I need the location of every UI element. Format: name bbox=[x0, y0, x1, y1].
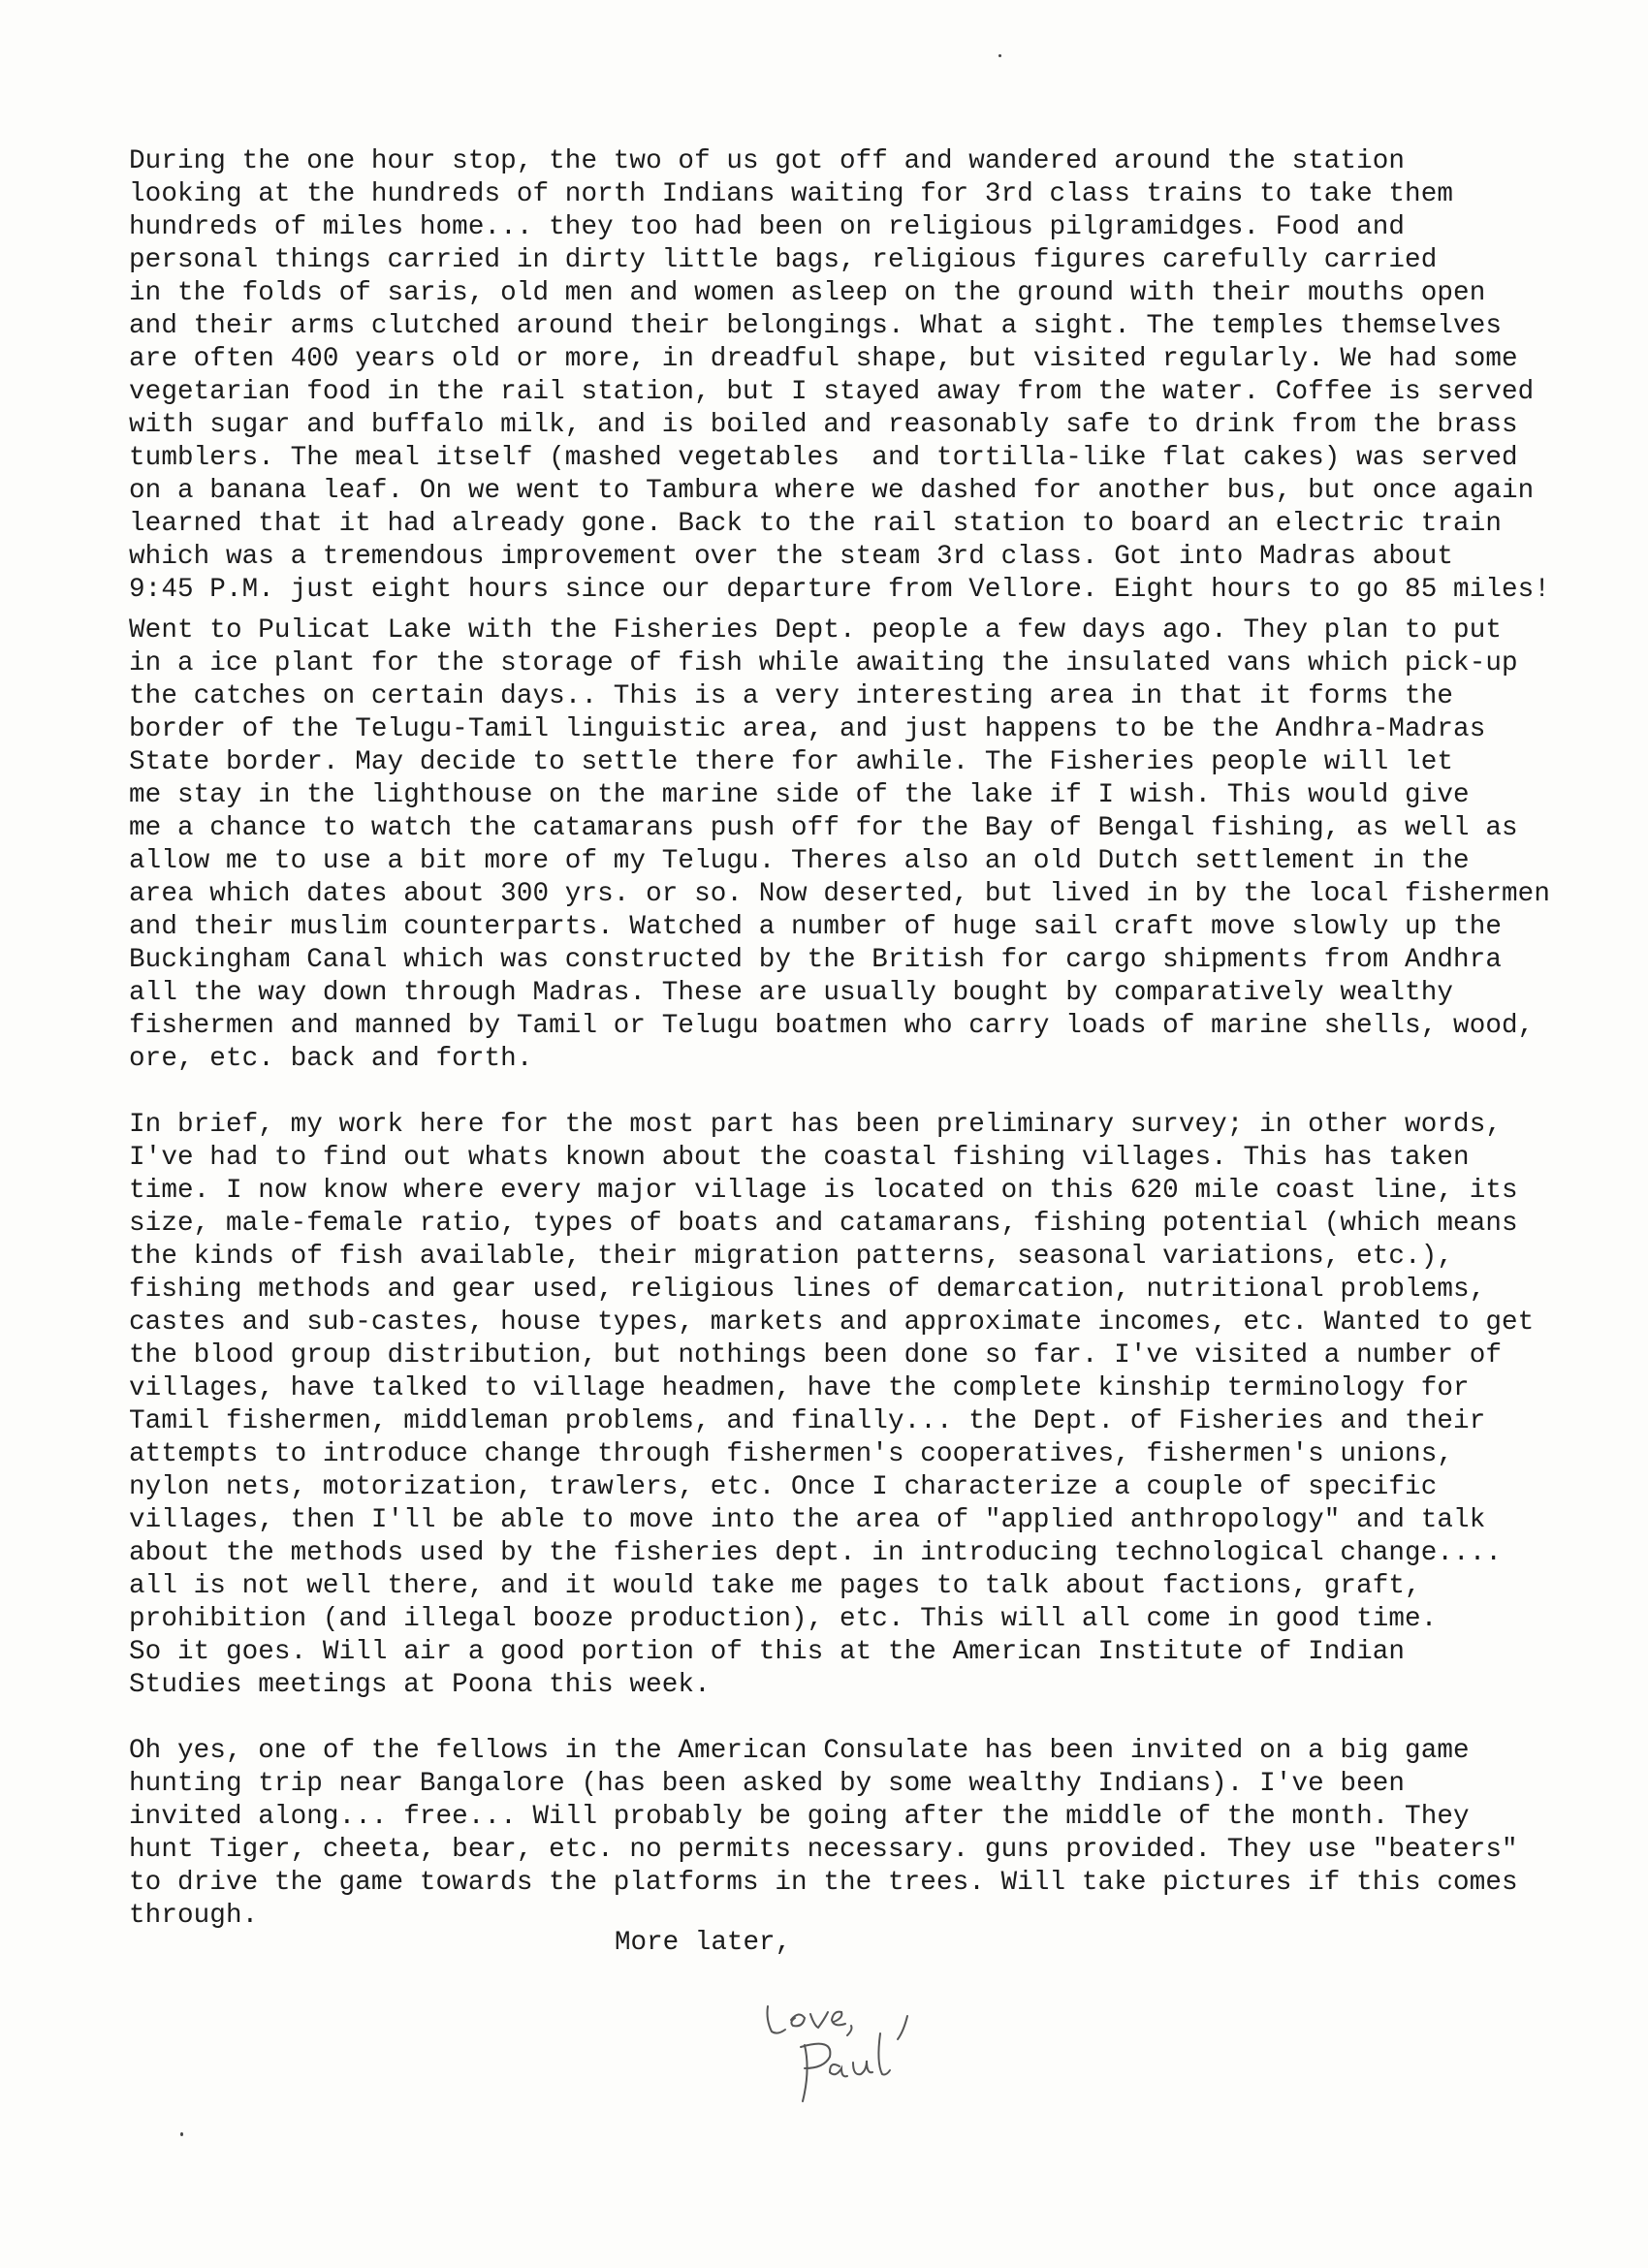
text-line: me stay in the lighthouse on the marine side of the lake if I wish. This would give bbox=[129, 780, 1470, 810]
paragraph-3 bbox=[129, 1109, 1602, 1702]
text-line: allow me to use a bit more of my Telugu. Theres also an old Dutch settlement in the bbox=[129, 846, 1470, 876]
text-line: area which dates about 300 yrs. or so. Now deserted, but lived in by the local fishermen bbox=[129, 879, 1550, 909]
text-line: Oh yes, one of the fellows in the American Consulate has been invited on a big game bbox=[129, 1736, 1470, 1766]
text-line: size, male-female ratio, types of boats and catamarans, fishing potential (which means bbox=[129, 1209, 1518, 1239]
text-line: personal things carried in dirty little bags, religious figures carefully carried bbox=[129, 245, 1438, 275]
text-line: castes and sub-castes, house types, markets and approximate incomes, etc. Wanted to get bbox=[129, 1307, 1535, 1338]
text-line: prohibition (and illegal booze production), etc. This will all come in good time. bbox=[129, 1604, 1438, 1634]
text-line: me a chance to watch the catamarans push off for the Bay of Bengal fishing, as well as bbox=[129, 813, 1518, 843]
text-line: hunt Tiger, cheeta, bear, etc. no permits necessary. guns provided. They use "beaters" bbox=[129, 1835, 1518, 1865]
text-line: Studies meetings at Poona this week. bbox=[129, 1670, 711, 1700]
text-line: border of the Telugu-Tamil linguistic area, and just happens to be the Andhra-Madras bbox=[129, 714, 1486, 744]
text-line: in the folds of saris, old men and women asleep on the ground with their mouths open bbox=[129, 278, 1486, 308]
text-line: time. I now know where every major village is located on this 620 mile coast line, its bbox=[129, 1176, 1518, 1206]
paragraph-1 bbox=[129, 145, 1602, 607]
paragraph-spacer bbox=[129, 1076, 1602, 1109]
text-line: State border. May decide to settle there for awhile. The Fisheries people will let bbox=[129, 747, 1454, 777]
paragraph-spacer bbox=[129, 1702, 1602, 1735]
text-line: to drive the game towards the platforms in the trees. Will take pictures if this comes bbox=[129, 1868, 1518, 1898]
text-line: and their arms clutched around their belongings. What a sight. The temples themselves bbox=[129, 311, 1503, 341]
text-line: attempts to introduce change through fishermen's cooperatives, fishermen's unions, bbox=[129, 1439, 1454, 1469]
paragraph-spacer bbox=[129, 607, 1602, 614]
text-line: villages, then I'll be able to move into the area of "applied anthropology" and talk bbox=[129, 1505, 1486, 1535]
text-line: Tamil fishermen, middleman problems, and finally... the Dept. of Fisheries and their bbox=[129, 1406, 1486, 1436]
text-line: villages, have talked to village headmen, have the complete kinship terminology for bbox=[129, 1373, 1470, 1403]
text-line: the blood group distribution, but nothings been done so far. I've visited a number of bbox=[129, 1340, 1503, 1370]
text-line: with sugar and buffalo milk, and is boiled and reasonably safe to drink from the brass bbox=[129, 410, 1518, 440]
text-line: 9:45 P.M. just eight hours since our departure from Vellore. Eight hours to go 85 miles! bbox=[129, 575, 1550, 605]
text-line: the kinds of fish available, their migration patterns, seasonal variations, etc.), bbox=[129, 1242, 1454, 1272]
text-line: the catches on certain days.. This is a very interesting area in that it forms the bbox=[129, 681, 1454, 711]
signature-text: Love, Paul bbox=[746, 1977, 751, 1978]
text-line: on a banana leaf. On we went to Tambura where we dashed for another bus, but once again bbox=[129, 476, 1535, 506]
text-line: in a ice plant for the storage of fish while awaiting the insulated vans which pick-up bbox=[129, 648, 1518, 678]
text-line: ore, etc. back and forth. bbox=[129, 1044, 533, 1074]
text-line: Buckingham Canal which was constructed by the British for cargo shipments from Andhra bbox=[129, 945, 1503, 975]
text-line: learned that it had already gone. Back to the rail station to board an electric train bbox=[129, 509, 1503, 539]
text-line: through. bbox=[129, 1901, 259, 1931]
text-line: about the methods used by the fisheries dept. in introducing technological change.... bbox=[129, 1538, 1503, 1568]
text-line: all the way down through Madras. These are usually bought by comparatively wealthy bbox=[129, 978, 1454, 1008]
text-line: looking at the hundreds of north Indians waiting for 3rd class trains to take them bbox=[129, 179, 1454, 209]
text-line: fishermen and manned by Tamil or Telugu boatmen who carry loads of marine shells, wood, bbox=[129, 1011, 1535, 1041]
text-line: In brief, my work here for the most part has been preliminary survey; in other words, bbox=[129, 1110, 1503, 1140]
letter-body bbox=[129, 145, 1602, 1933]
text-line: So it goes. Will air a good portion of this at the American Institute of Indian bbox=[129, 1637, 1406, 1667]
paragraph-4 bbox=[129, 1735, 1602, 1933]
text-line: all is not well there, and it would take me pages to talk about factions, graft, bbox=[129, 1571, 1421, 1601]
closing-line: More later, bbox=[615, 1928, 792, 1958]
text-line: fishing methods and gear used, religious lines of demarcation, nutritional problems, bbox=[129, 1275, 1486, 1305]
paper-speck bbox=[180, 2132, 183, 2136]
paragraph-2 bbox=[129, 614, 1602, 1076]
text-line: hundreds of miles home... they too had been on religious pilgramidges. Food and bbox=[129, 212, 1406, 242]
text-line: nylon nets, motorization, trawlers, etc. Once I characterize a couple of specific bbox=[129, 1472, 1438, 1502]
text-line: During the one hour stop, the two of us got off and wandered around the station bbox=[129, 146, 1406, 176]
text-line: which was a tremendous improvement over the steam 3rd class. Got into Madras about bbox=[129, 542, 1454, 572]
text-line: tumblers. The meal itself (mashed vegetables and tortilla-like flat cakes) was served bbox=[129, 443, 1518, 473]
paper-speck bbox=[998, 54, 1001, 57]
text-line: I've had to find out whats known about the coastal fishing villages. This has taken bbox=[129, 1143, 1470, 1173]
text-line: invited along... free... Will probably be going after the middle of the month. They bbox=[129, 1802, 1470, 1832]
text-line: and their muslim counterparts. Watched a number of huge sail craft move slowly up the bbox=[129, 912, 1503, 942]
text-line: hunting trip near Bangalore (has been asked by some wealthy Indians). I've been bbox=[129, 1769, 1406, 1799]
text-line: vegetarian food in the rail station, but I stayed away from the water. Coffee is served bbox=[129, 377, 1535, 407]
handwritten-signature bbox=[746, 1977, 960, 2113]
text-line: Went to Pulicat Lake with the Fisheries Dept. people a few days ago. They plan to put bbox=[129, 615, 1503, 646]
text-line: are often 400 years old or more, in dreadful shape, but visited regularly. We had some bbox=[129, 344, 1518, 374]
